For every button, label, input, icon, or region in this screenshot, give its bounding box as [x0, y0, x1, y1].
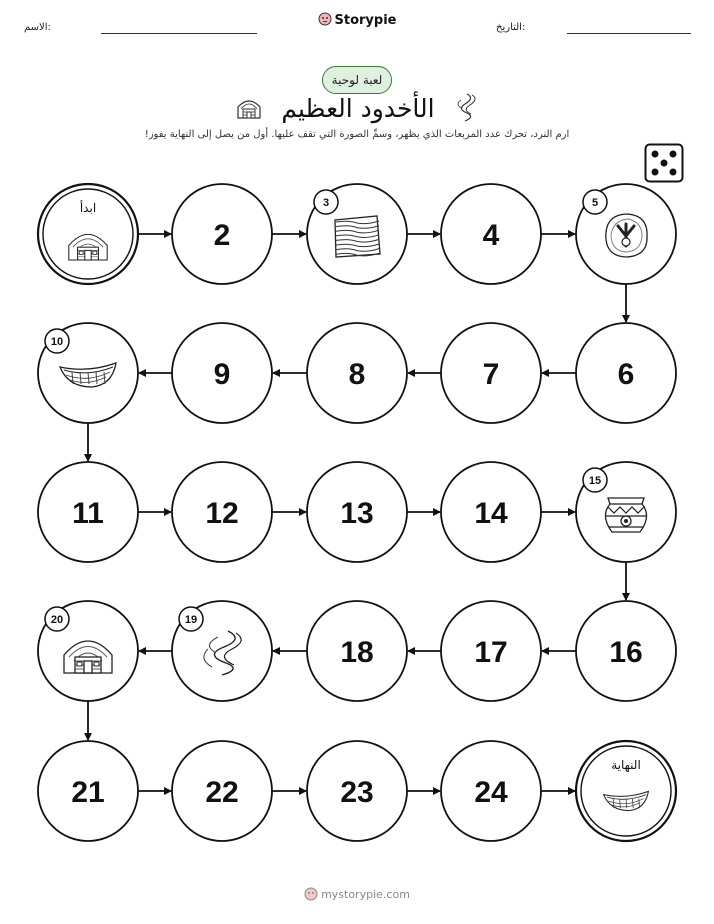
board-square-8	[307, 323, 407, 423]
square-number: 7	[482, 358, 500, 391]
board-square-2	[172, 184, 272, 284]
square-number: 20	[50, 614, 64, 626]
square-number: 17	[474, 636, 508, 669]
board-square-1	[38, 184, 138, 284]
board-square-5	[576, 184, 676, 284]
name-label: الاسم:	[24, 22, 51, 33]
square-number: 3	[322, 197, 330, 209]
start-label: ابدأ	[79, 201, 97, 215]
end-label: النهاية	[611, 758, 641, 772]
square-number: 18	[340, 636, 374, 669]
square-number: 13	[340, 497, 374, 530]
board-square-24	[441, 741, 541, 841]
board-square-14	[441, 462, 541, 562]
rock-layers-icon	[335, 216, 380, 257]
square-number: 19	[184, 614, 198, 626]
square-number: 16	[609, 636, 643, 669]
board-square-22	[172, 741, 272, 841]
footer	[0, 887, 714, 904]
board-square-10	[38, 323, 138, 423]
board-square-21	[38, 741, 138, 841]
board-square-4	[441, 184, 541, 284]
square-number: 10	[50, 336, 64, 348]
square-number: 24	[474, 776, 508, 809]
fossil-footprint-icon	[606, 214, 647, 257]
board-square-18	[307, 601, 407, 701]
square-number: 6	[617, 358, 635, 391]
square-number: 9	[213, 358, 231, 391]
board-square-25	[576, 741, 676, 841]
square-number: 21	[71, 776, 105, 809]
footer-url: mystorypie.com	[321, 888, 410, 901]
game-type-badge: لعبة لوحية	[322, 66, 392, 94]
board-square-19	[172, 601, 272, 701]
storypie-footer-logo-icon	[304, 887, 318, 904]
brand-name: Storypie	[334, 13, 397, 28]
title-text: الأخدود العظيم	[281, 94, 435, 123]
square-number: 2	[213, 219, 231, 252]
square-number: 14	[474, 497, 508, 530]
board-square-11	[38, 462, 138, 562]
pottery-icon	[605, 498, 646, 532]
square-number: 5	[591, 197, 599, 209]
board-square-7	[441, 323, 541, 423]
board-square-15	[576, 462, 676, 562]
board-square-12	[172, 462, 272, 562]
square-number: 11	[72, 497, 104, 530]
board-square-16	[576, 601, 676, 701]
square-number: 8	[348, 358, 366, 391]
board-square-9	[172, 323, 272, 423]
board-square-20	[38, 601, 138, 701]
board-square-23	[307, 741, 407, 841]
board-square-3	[307, 184, 407, 284]
square-number: 15	[588, 475, 602, 487]
instructions: ارم النرد، تحرك عدد المربعات الذي يظهر، وسمِّ الصورة التي تقف عليها. أول من يصل إلى النهاية يفوز!	[144, 129, 570, 140]
square-number: 4	[482, 219, 500, 252]
square-number: 22	[205, 776, 239, 809]
square-number: 23	[340, 776, 374, 809]
date-label: التاريخ:	[496, 22, 526, 33]
square-number: 12	[205, 497, 239, 530]
board-square-13	[307, 462, 407, 562]
board-square-17	[441, 601, 541, 701]
board-square-6	[576, 323, 676, 423]
